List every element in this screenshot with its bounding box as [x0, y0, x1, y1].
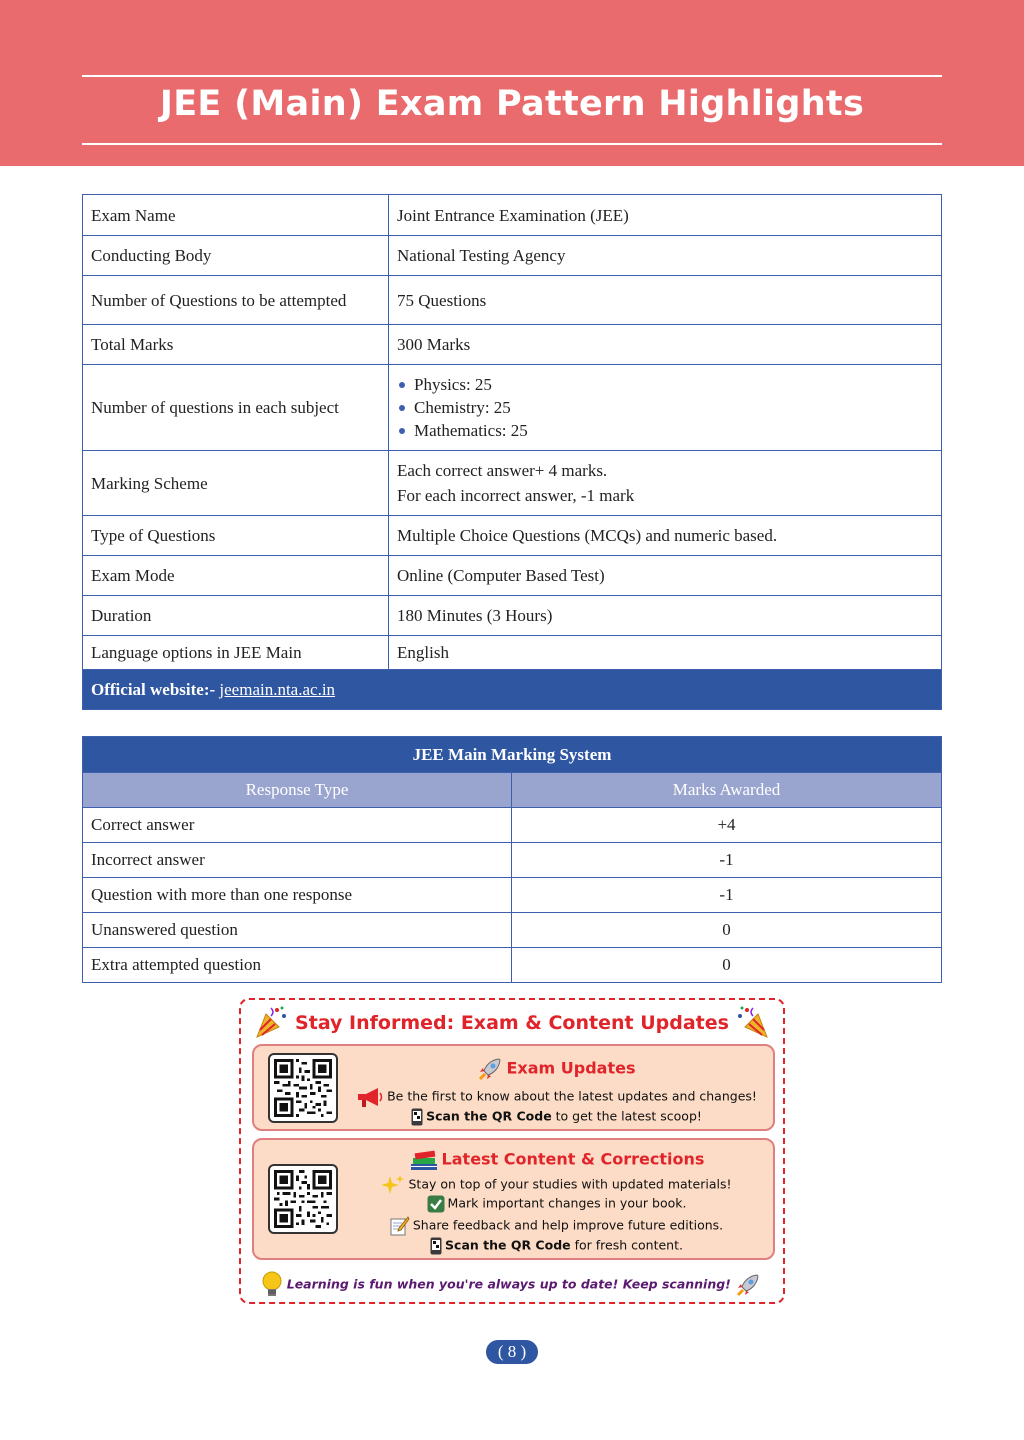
marks-cell: 0 — [512, 913, 942, 948]
latest-content-line2: Mark important changes in your book. — [447, 1195, 687, 1211]
row-value — [389, 365, 942, 451]
marks-cell: -1 — [512, 878, 942, 913]
row-label: Number of Questions to be attempted — [83, 276, 389, 325]
page-title: JEE (Main) Exam Pattern Highlights — [159, 84, 865, 124]
books-icon — [409, 1148, 439, 1172]
row-value: Joint Entrance Examination (JEE) — [389, 195, 942, 236]
memo-icon — [390, 1216, 410, 1236]
latest-content-title-text: Latest Content & Corrections — [441, 1149, 705, 1169]
qr-code-graphic — [274, 1170, 332, 1228]
exam-updates-box — [252, 1044, 775, 1131]
lightbulb-icon — [260, 1270, 284, 1300]
table-row — [83, 878, 942, 913]
exam-updates-title-text: Exam Updates — [506, 1058, 636, 1078]
row-value: Online (Computer Based Test) — [389, 556, 942, 596]
header-bottom-rule — [82, 143, 942, 145]
marking-title-row — [83, 737, 942, 773]
latest-content-line1: Stay on top of your studies with updated materials! — [408, 1176, 732, 1192]
marks-cell: -1 — [512, 843, 942, 878]
column-header-response: Response Type — [83, 773, 512, 808]
rocket-icon — [477, 1056, 503, 1082]
marking-line: For each incorrect answer, -1 mark — [397, 486, 635, 505]
response-cell: Unanswered question — [83, 913, 512, 948]
official-website-row — [83, 670, 942, 710]
updates-card — [239, 998, 785, 1304]
megaphone-icon — [356, 1086, 384, 1108]
marks-cell: +4 — [512, 808, 942, 843]
table-row — [83, 365, 942, 451]
table-row — [83, 195, 942, 236]
exam-updates-scan-line — [344, 1108, 769, 1126]
page-number: ( 8 ) — [486, 1340, 538, 1364]
table-row — [83, 913, 942, 948]
scan-qr-bold: Scan the QR Code — [445, 1237, 571, 1253]
response-cell: Question with more than one response — [83, 878, 512, 913]
response-cell: Correct answer — [83, 808, 512, 843]
website-label: Official website:- — [91, 680, 216, 699]
table-row — [83, 236, 942, 276]
latest-content-qr-code[interactable] — [268, 1164, 338, 1234]
party-popper-icon — [735, 1004, 771, 1040]
exam-pattern-table — [82, 194, 942, 710]
row-value: 180 Minutes (3 Hours) — [389, 596, 942, 636]
table-row — [83, 516, 942, 556]
table-row — [83, 843, 942, 878]
latest-content-line — [344, 1174, 769, 1196]
list-item: Chemistry: 25 — [397, 396, 933, 419]
list-item: Physics: 25 — [397, 373, 933, 396]
response-cell: Extra attempted question — [83, 948, 512, 983]
scan-qr-bold: Scan the QR Code — [426, 1108, 552, 1124]
row-value: National Testing Agency — [389, 236, 942, 276]
marks-cell: 0 — [512, 948, 942, 983]
row-label: Number of questions in each subject — [83, 365, 389, 451]
latest-content-line — [344, 1216, 769, 1236]
row-value: Multiple Choice Questions (MCQs) and numeric based. — [389, 516, 942, 556]
latest-content-line3: Share feedback and help improve future editions. — [412, 1217, 724, 1233]
header-top-rule — [82, 75, 942, 77]
table-row — [83, 556, 942, 596]
updates-footer-text: Learning is fun when you're always up to date! Keep scanning! — [286, 1276, 731, 1292]
table-row — [83, 808, 942, 843]
row-label: Exam Name — [83, 195, 389, 236]
row-label: Conducting Body — [83, 236, 389, 276]
latest-content-scan-line — [344, 1237, 769, 1255]
latest-content-line — [344, 1195, 769, 1213]
exam-updates-line1: Be the first to know about the latest updates and changes! — [387, 1088, 757, 1104]
exam-updates-qr-code[interactable] — [268, 1053, 338, 1123]
row-value — [389, 451, 942, 516]
table-row — [83, 596, 942, 636]
marking-header-row — [83, 773, 942, 808]
updates-heading: Stay Informed: Exam & Content Updates — [295, 1012, 729, 1034]
column-header-marks: Marks Awarded — [512, 773, 942, 808]
marking-line: Each correct answer+ 4 marks. — [397, 461, 608, 480]
scan-qr-rest: for fresh content. — [574, 1237, 683, 1253]
latest-content-box — [252, 1138, 775, 1260]
header-band — [0, 0, 1024, 166]
official-website-cell — [83, 670, 942, 710]
sparkles-icon — [381, 1174, 405, 1196]
rocket-icon — [735, 1272, 761, 1298]
website-link[interactable]: jeemain.nta.ac.in — [219, 680, 336, 699]
phone-icon — [411, 1108, 423, 1126]
table-row — [83, 325, 942, 365]
latest-content-title — [344, 1148, 769, 1172]
row-value: English — [389, 636, 942, 670]
row-label: Total Marks — [83, 325, 389, 365]
row-label: Type of Questions — [83, 516, 389, 556]
row-value: 75 Questions — [389, 276, 942, 325]
exam-updates-line — [344, 1086, 769, 1108]
row-value: 300 Marks — [389, 325, 942, 365]
list-item: Mathematics: 25 — [397, 419, 933, 442]
marking-system-table — [82, 736, 942, 983]
row-label: Duration — [83, 596, 389, 636]
row-label: Exam Mode — [83, 556, 389, 596]
table-row — [83, 451, 942, 516]
row-label: Language options in JEE Main — [83, 636, 389, 670]
subject-list — [397, 373, 933, 442]
updates-footer — [241, 1270, 783, 1300]
qr-code-graphic — [274, 1059, 332, 1117]
check-icon — [427, 1195, 445, 1213]
table-row — [83, 276, 942, 325]
row-label: Marking Scheme — [83, 451, 389, 516]
phone-icon — [430, 1237, 442, 1255]
exam-updates-title — [344, 1056, 769, 1082]
table-row — [83, 948, 942, 983]
scan-qr-rest: to get the latest scoop! — [555, 1108, 702, 1124]
marking-table-title: JEE Main Marking System — [83, 737, 942, 773]
response-cell: Incorrect answer — [83, 843, 512, 878]
table-row — [83, 636, 942, 670]
